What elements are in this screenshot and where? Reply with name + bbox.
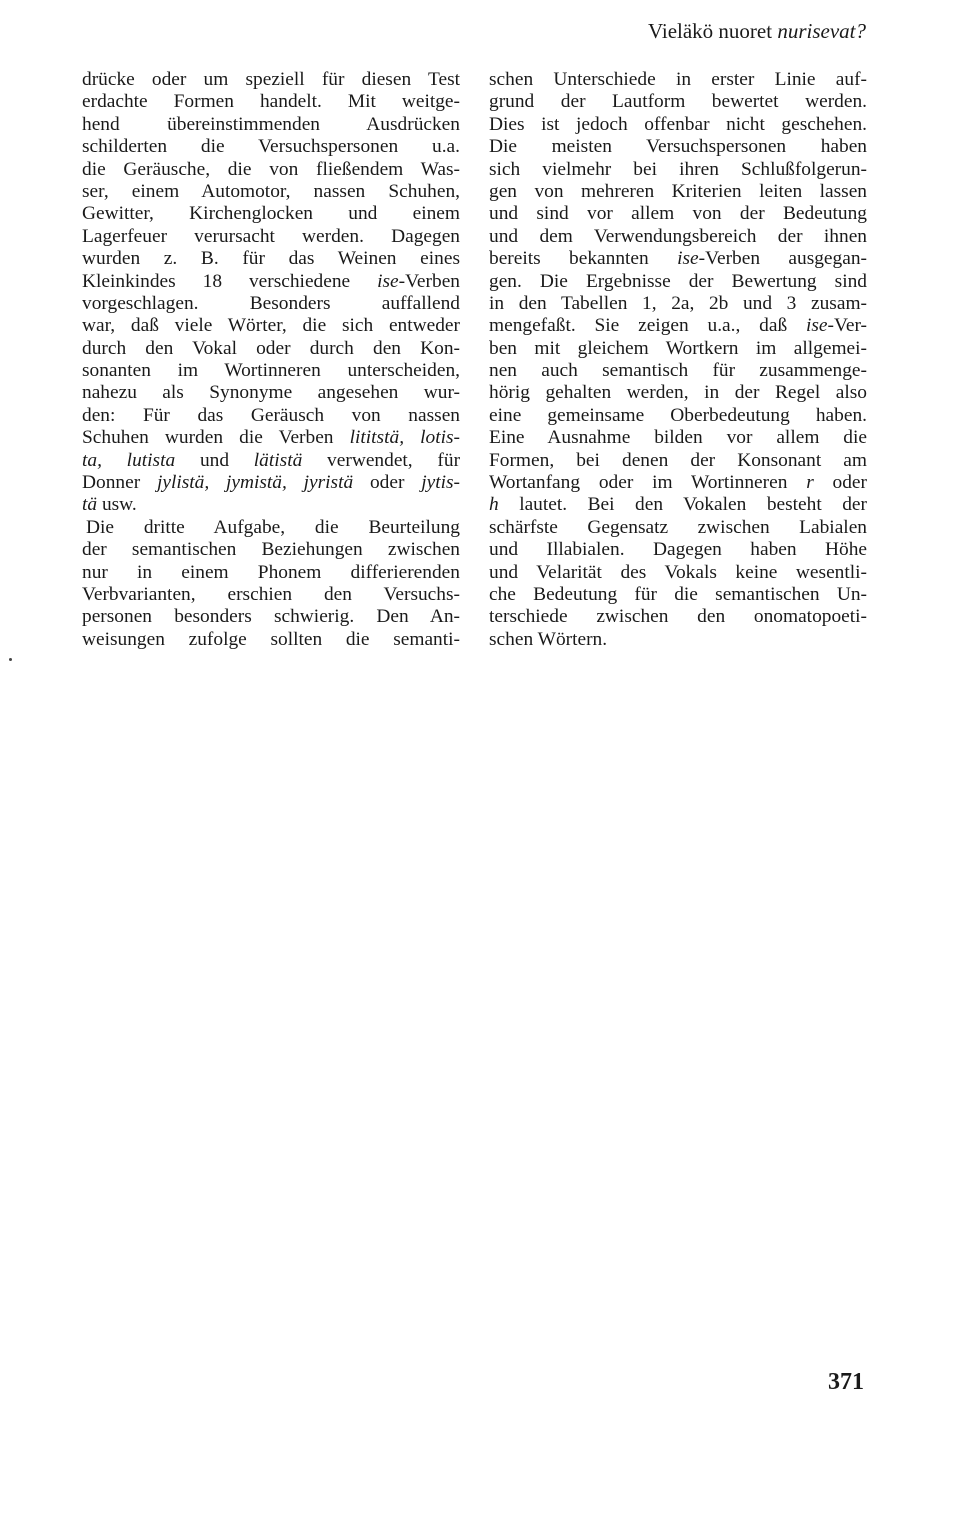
text-run: Kleinkindes 18 verschiedene (82, 270, 378, 292)
text-line: und Illabialen. Dagegen haben Höhe (489, 539, 867, 561)
text-line: ser, einem Automotor, nassen Schuhen, (82, 180, 460, 202)
text-line: erdachte Formen handelt. Mit weitge- (82, 91, 460, 113)
text-line: vorgeschlagen. Besonders auffallend (82, 292, 460, 314)
text-line: und sind vor allem von der Bedeutung (489, 203, 867, 225)
right-column (489, 69, 867, 651)
italic-term: ta, lutista (82, 449, 176, 471)
text-run: lautet. Bei den Vokalen besteht der (498, 494, 867, 516)
text-line: grund der Lautform bewertet werden. (489, 91, 867, 113)
text-line (489, 472, 867, 494)
running-title-italic: nurisevat? (777, 19, 866, 43)
text-run: verwendet, für (302, 449, 461, 471)
text-line: gen von mehreren Kriterien leiten lassen (489, 180, 867, 202)
italic-term: ise (377, 270, 399, 292)
italic-term: lätistä (253, 449, 303, 471)
text-line: nen auch semantisch für zusammenge- (489, 360, 867, 382)
text-line: Eine Ausnahme bilden vor allem die (489, 427, 867, 449)
text-run: mengefaßt. Sie zeigen u.a., daß (489, 315, 806, 337)
text-line (82, 271, 460, 293)
italic-term: jytis- (421, 472, 460, 494)
text-line: gen. Die Ergebnisse der Bewertung sind (489, 270, 867, 292)
text-line (82, 450, 460, 472)
text-line: nur in einem Phonem differierenden (82, 561, 460, 583)
text-line: und Velarität des Vokals keine wesentli- (489, 561, 867, 583)
text-line: che Bedeutung für die semantischen Un- (489, 583, 867, 605)
text-line: in den Tabellen 1, 2a, 2b und 3 zusam- (489, 292, 867, 314)
text-line: schen Wörtern. (489, 628, 608, 650)
text-run: oder (813, 472, 867, 494)
text-line: der semantischen Beziehungen zwischen (82, 539, 460, 561)
text-line: hend übereinstimmenden Ausdrücken (82, 113, 460, 135)
running-title-plain: Vieläkö nuoret (647, 19, 778, 43)
text-run: Schuhen wurden die Verben (82, 427, 350, 449)
text-line (489, 315, 867, 337)
text-line (489, 494, 867, 516)
text-run: Wortanfang oder im Wortinneren (489, 472, 807, 494)
running-head (648, 18, 866, 44)
text-line: sich vielmehr bei ihren Schlußfolgerun- (489, 158, 867, 180)
italic-term: tä (82, 494, 98, 516)
text-line: Lagerfeuer verursacht werden. Dagegen (82, 225, 460, 247)
text-line: drücke oder um speziell für diesen Test (82, 69, 460, 90)
text-run: -Verben (398, 270, 460, 292)
italic-term: lititstä, lotis- (349, 427, 461, 449)
text-line: weisungen zufolge sollten die semanti- (82, 628, 460, 650)
text-line: schilderten die Versuchspersonen u.a. (82, 136, 460, 158)
italic-term: r (806, 472, 814, 494)
text-line: Die dritte Aufgabe, die Beurteilung (86, 516, 460, 538)
text-run: Donner (82, 472, 157, 494)
text-line: Die meisten Versuchspersonen haben (489, 136, 867, 158)
text-line: Formen, bei denen der Konsonant am (489, 449, 867, 471)
text-run: -Verben ausgegan- (698, 248, 867, 270)
text-line: ben mit gleichem Wortkern im allgemei- (489, 337, 867, 359)
page-number: 371 (828, 1369, 864, 1395)
text-line: eine gemeinsame Oberbedeutung haben. (489, 404, 867, 426)
text-line: schärfste Gegensatz zwischen Labialen (489, 516, 867, 538)
text-line: den: Für das Geräusch von nassen (82, 404, 460, 426)
italic-term: jylistä, jymistä, jyristä (156, 472, 354, 494)
italic-term: ise (677, 248, 699, 270)
text-line (82, 494, 460, 516)
text-line: terschiede zwischen den onomatopoeti- (489, 606, 867, 628)
text-line: wurden z. B. für das Weinen eines (82, 248, 460, 270)
text-run: und (175, 449, 254, 471)
text-run: bereits bekannten (489, 248, 678, 270)
text-line (489, 248, 867, 270)
text-line: schen Unterschiede in erster Linie auf- (489, 69, 867, 90)
left-column (82, 69, 460, 651)
italic-term: ise (806, 315, 828, 337)
text-run: oder (353, 472, 422, 494)
text-line: sonanten im Wortinneren unterscheiden, (82, 360, 460, 382)
text-run: usw. (97, 494, 137, 516)
text-line: Gewitter, Kirchenglocken und einem (82, 203, 460, 225)
scan-speck (9, 658, 12, 661)
text-line: hörig gehalten werden, in der Regel also (489, 382, 867, 404)
text-line: Verbvarianten, erschien den Versuchs- (82, 583, 460, 605)
text-line: und dem Verwendungsbereich der ihnen (489, 225, 867, 247)
text-line: die Geräusche, die von fließendem Was- (82, 158, 460, 180)
text-run: -Ver- (827, 315, 867, 337)
text-line (82, 472, 460, 494)
italic-term: h (489, 494, 499, 516)
text-line: personen besonders schwierig. Den An- (82, 606, 460, 628)
text-line: nahezu als Synonyme angesehen wur- (82, 382, 460, 404)
text-line (82, 427, 460, 449)
text-line: Dies ist jedoch offenbar nicht geschehen. (489, 113, 867, 135)
text-line: war, daß viele Wörter, die sich entweder (82, 315, 460, 337)
text-line: durch den Vokal oder durch den Kon- (82, 337, 460, 359)
